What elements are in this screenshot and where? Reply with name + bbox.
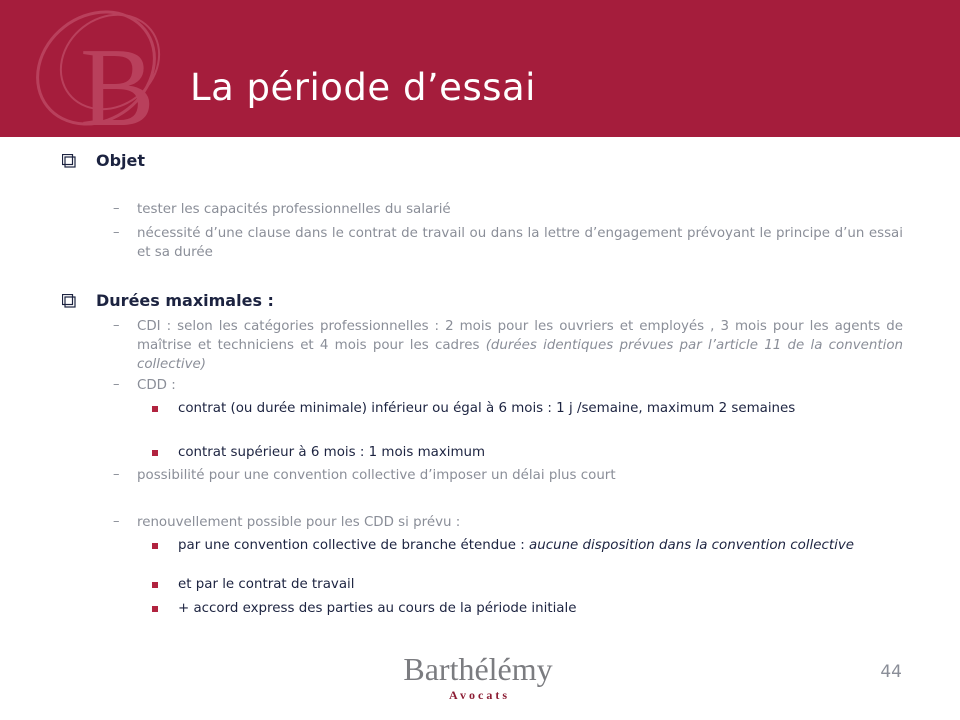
cdi-note: (durées identiques prévues par l’article 11 de la convention collective) bbox=[137, 338, 903, 372]
square-bullet-icon bbox=[152, 400, 162, 420]
sub-list-item: contrat supérieur à 6 mois : 1 mois maximum bbox=[178, 445, 486, 460]
square-bullet-icon bbox=[152, 600, 162, 620]
list-item-cdd: CDD : bbox=[137, 378, 176, 393]
page-number: 44 bbox=[880, 662, 902, 682]
list-item-possibility: possibilité pour une convention collective d’imposer un délai plus court bbox=[137, 468, 616, 483]
dash-icon: – bbox=[113, 201, 120, 216]
sub-list-item bbox=[178, 536, 902, 555]
list-item: nécessité d’une clause dans le contrat de travail ou dans la lettre d’engagement prévoyant le principe d’un essai et sa durée bbox=[137, 226, 903, 260]
square-bullet-icon bbox=[152, 576, 162, 596]
list-item-renewal: renouvellement possible pour les CDD si prévu : bbox=[137, 515, 461, 530]
dash-icon: – bbox=[113, 318, 120, 333]
renewal-bullet-note: aucune disposition dans la convention collective bbox=[529, 538, 854, 553]
logo-subtitle: A v o c a t s bbox=[449, 688, 507, 702]
section-objet-heading bbox=[62, 151, 145, 170]
renewal-bullet-text: par une convention collective de branche étendue : bbox=[178, 538, 530, 553]
section-heading: Durées maximales : bbox=[96, 291, 274, 310]
dash-icon: – bbox=[113, 225, 120, 240]
list-item-cdi bbox=[137, 317, 903, 374]
sub-list-item: contrat (ou durée minimale) inférieur ou égal à 6 mois : 1 j /semaine, maximum 2 semaines bbox=[178, 401, 796, 416]
logo-name: Barthélémy bbox=[403, 652, 553, 687]
barthelemy-avocats-logo bbox=[368, 652, 588, 702]
sub-list-item: et par le contrat de travail bbox=[178, 577, 355, 592]
cdi-text: CDI : selon les catégories professionnelles : 2 mois pour les ouvriers et employés , 3 mois pour les agents de maîtrise et techniciens et 4 mois pour les cadres bbox=[137, 319, 903, 353]
hollow-square-bullet-icon bbox=[62, 154, 76, 168]
sub-list-item: + accord express des parties au cours de la période initiale bbox=[178, 601, 577, 616]
list-item: tester les capacités professionnelles du salarié bbox=[137, 202, 451, 217]
page-title: La période d’essai bbox=[190, 66, 536, 109]
hollow-square-bullet-icon bbox=[62, 294, 76, 308]
square-bullet-icon bbox=[152, 444, 162, 464]
section-heading: Objet bbox=[96, 151, 146, 170]
logo-letter: B bbox=[80, 26, 155, 137]
dash-icon: – bbox=[113, 377, 120, 392]
section-durees-heading bbox=[62, 291, 274, 310]
dash-icon: – bbox=[113, 467, 120, 482]
dash-icon: – bbox=[113, 514, 120, 529]
square-bullet-icon bbox=[152, 537, 162, 557]
